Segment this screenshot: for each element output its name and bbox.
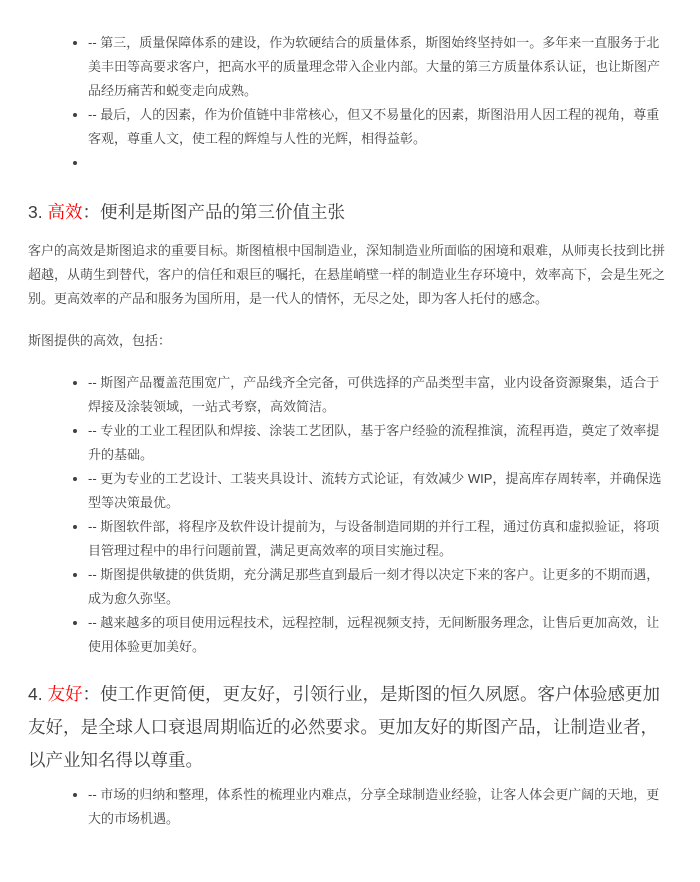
list-item: • -- 专业的工业工程团队和焊接、涂装工艺团队，基于客户经验的流程推演，流程再造，奠定了效率提升的基础。 xyxy=(88,419,670,467)
list-item: • -- 更为专业的工艺设计、工装夹具设计、流转方式论证，有效减少 WIP，提高库存周转率，并确保选型等决策最优。 xyxy=(88,467,670,515)
list-item: • -- 最后，人的因素，作为价值链中非常核心，但又不易量化的因素，斯图沿用人因工程的视角，尊重客观，尊重人文，使工程的辉煌与人性的光辉，相得益彰。 xyxy=(88,103,670,151)
heading-number: 3. xyxy=(28,202,48,222)
efficiency-list-intro: 斯图提供的高效，包括： xyxy=(28,333,172,348)
friendly-bullet-list xyxy=(28,783,670,831)
efficiency-bullet-list xyxy=(28,371,670,659)
quality-bullet-list xyxy=(28,31,670,175)
heading-text: ：便利是斯图产品的第三价值主张 xyxy=(82,202,345,222)
list-item: • -- 越来越多的项目使用远程技术，远程控制，远程视频支持，无间断服务理念，让售后更加高效，让使用体验更加美好。 xyxy=(88,611,670,659)
heading-text: ：使工作更简便，更友好，引领行业，是斯图的恒久夙愿。客户体验感更加友好，是全球人口衰退周期临近的必然要求。更加友好的斯图产品，让制造业者，以产业知名得以尊重。 xyxy=(28,684,660,770)
list-item: • -- 斯图提供敏捷的供货期，充分满足那些直到最后一刻才得以决定下来的客户。让更多的不期而遇，成为愈久弥坚。 xyxy=(88,563,670,611)
list-item: • -- 市场的归纳和整理，体系性的梳理业内难点，分享全球制造业经验，让客人体会更广阔的天地，更大的市场机遇。 xyxy=(88,783,670,831)
list-item-empty xyxy=(88,151,670,175)
heading-keyword-highlight: 高效 xyxy=(47,202,83,222)
list-item: • -- 第三，质量保障体系的建设，作为软硬结合的质量体系，斯图始终坚持如一。多年来一直服务于北美丰田等高要求客户，把高水平的质量理念带入企业内部。大量的第三方质量体系认证，也让斯图产品经历痛苦和蜕变走向成熟。 xyxy=(88,31,670,103)
section-heading-friendly xyxy=(28,678,670,777)
heading-number: 4. xyxy=(28,684,48,704)
efficiency-paragraph: 客户的高效是斯图追求的重要目标。斯图植根中国制造业，深知制造业所面临的困境和艰难，从师夷长技到比拼超越，从萌生到替代，客户的信任和艰巨的嘱托，在悬崖峭壁一样的制造业生存环境中，效率高下，会是生死之别。更高效率的产品和服务为国所用，是一代人的情怀，无尽之处，即为客人托付的感念。 xyxy=(28,243,666,306)
list-item: • -- 斯图软件部，将程序及软件设计提前为，与设备制造同期的并行工程，通过仿真和虚拟验证，将项目管理过程中的串行问题前置，满足更高效率的项目实施过程。 xyxy=(88,515,670,563)
section-heading-efficiency xyxy=(28,196,670,229)
heading-keyword-highlight: 友好 xyxy=(47,684,83,704)
list-item: • -- 斯图产品覆盖范围宽广，产品线齐全完备，可供选择的产品类型丰富，业内设备资源聚集，适合于焊接及涂装领域，一站式考察，高效简洁。 xyxy=(88,371,670,419)
